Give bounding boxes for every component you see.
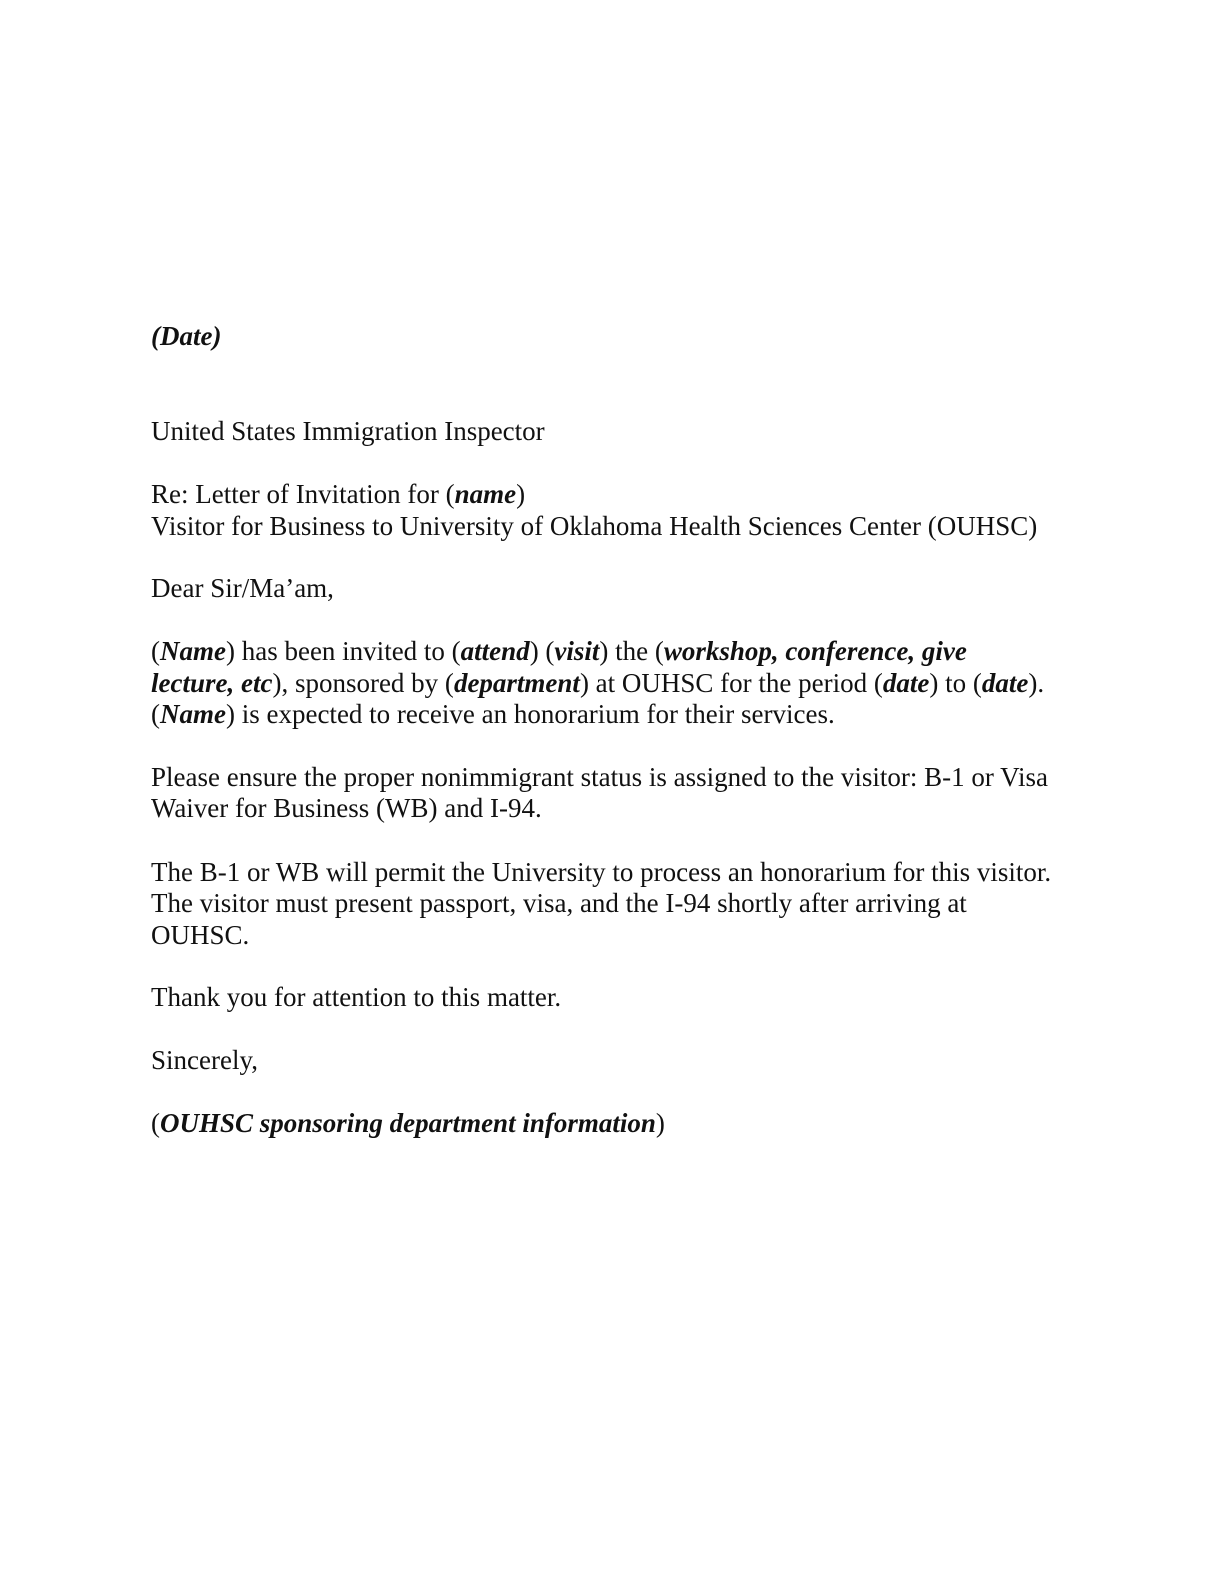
signature-line [151, 1107, 665, 1139]
paragraph1-line1 [151, 635, 967, 667]
paragraph2-line1: Please ensure the proper nonimmigrant status is assigned to the visitor: B-1 or Visa [151, 762, 1048, 792]
paragraph2-line2: Waiver for Business (WB) and I-94. [151, 793, 542, 823]
text-fragment: ) to ( [929, 668, 982, 698]
visit-placeholder: visit [554, 636, 600, 666]
start-date-placeholder: date [882, 668, 930, 698]
date-placeholder: (Date) [151, 321, 222, 351]
text-fragment: ( [151, 636, 160, 666]
re-prefix: Re: Letter of Invitation for ( [151, 479, 455, 509]
department-info-placeholder: OUHSC sponsoring department information [160, 1108, 656, 1138]
paragraph3-line1: The B-1 or WB will permit the University to process an honorarium for this visitor. [151, 857, 1052, 887]
text-fragment: ) at OUHSC for the period ( [579, 668, 883, 698]
events-placeholder-cont: lecture, etc [151, 668, 273, 698]
text-fragment: ) is expected to receive an honorarium for their services. [225, 699, 835, 729]
text-fragment: ( [151, 1108, 160, 1138]
name-placeholder: Name [160, 699, 226, 729]
re-line-2: Visitor for Business to University of Oklahoma Health Sciences Center (OUHSC) [151, 511, 1038, 541]
paragraph3-line2: The visitor must present passport, visa, and the I-94 shortly after arriving at [151, 888, 967, 918]
text-fragment: ) has been invited to ( [225, 636, 461, 666]
name-placeholder: Name [160, 636, 226, 666]
text-fragment: ) [655, 1108, 665, 1138]
text-fragment: ), sponsored by ( [272, 668, 454, 698]
events-placeholder: workshop, conference, give [663, 636, 967, 666]
text-fragment: ). [1028, 668, 1045, 698]
text-fragment: ) ( [529, 636, 555, 666]
paragraph3-line3: OUHSC. [151, 920, 250, 950]
closing: Sincerely, [151, 1045, 258, 1075]
text-fragment: ) the ( [599, 636, 664, 666]
thanks-line: Thank you for attention to this matter. [151, 982, 562, 1012]
re-suffix: ) [516, 479, 526, 509]
re-line [151, 478, 525, 510]
department-placeholder: department [453, 668, 580, 698]
addressee: United States Immigration Inspector [151, 416, 545, 446]
re-name-placeholder: name [454, 479, 517, 509]
attend-placeholder: attend [460, 636, 530, 666]
paragraph1-line2 [151, 667, 1044, 699]
text-fragment: ( [151, 699, 160, 729]
salutation: Dear Sir/Ma’am, [151, 573, 334, 603]
paragraph1-line3 [151, 698, 835, 730]
end-date-placeholder: date [981, 668, 1029, 698]
